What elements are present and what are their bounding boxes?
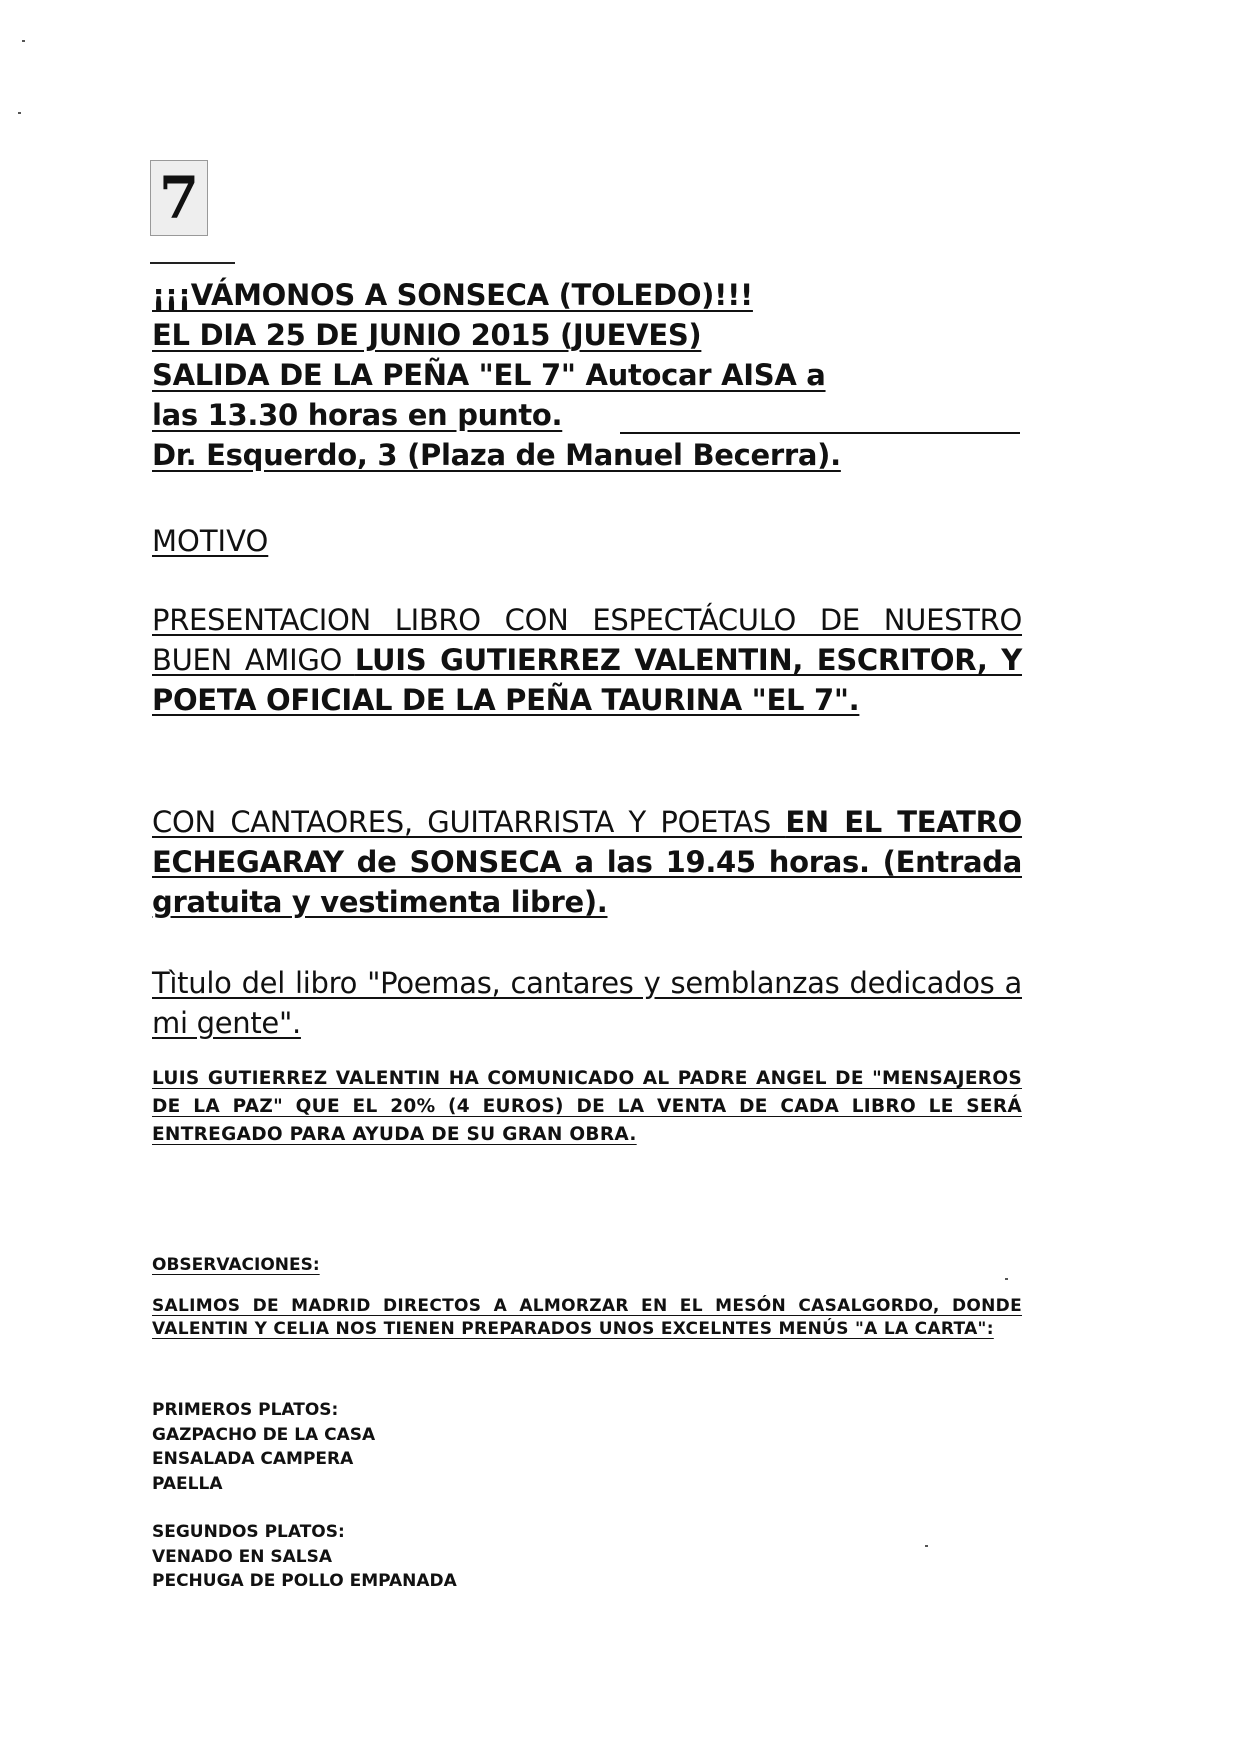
book-title-paragraph: Tìtulo del libro "Poemas, cantares y semblanzas dedicados a mi gente".: [152, 966, 1022, 1040]
menu-item: ENSALADA CAMPERA: [152, 1449, 354, 1469]
logo-divider: [150, 262, 235, 264]
menu-item: PAELLA: [152, 1473, 223, 1494]
logo-glyph: 7: [158, 164, 200, 232]
header-line-4-rule: [620, 432, 1020, 434]
observaciones-label: OBSERVACIONES:: [152, 1255, 320, 1275]
cantaores-normal: CON CANTAORES, GUITARRISTA Y POETAS: [152, 805, 786, 839]
observaciones-paragraph: SALIMOS DE MADRID DIRECTOS A ALMORZAR EN EL MESÓN CASALGORDO, DONDE VALENTIN Y CELIA NOS TIENEN PREPARADOS UNOS EXCELNTES MENÚS "A LA CARTA":: [152, 1296, 1022, 1339]
donation-paragraph: LUIS GUTIERREZ VALENTIN HA COMUNICADO AL PADRE ANGEL DE "MENSAJEROS DE LA PAZ" QUE EL 20% (4 EUROS) DE LA VENTA DE CADA LIBRO LE SERÁ ENTREGADO PARA AYUDA DE SU GRAN OBRA.: [152, 1068, 1022, 1145]
presentation-paragraph: [152, 600, 1022, 720]
pena-el-7-logo-icon: [150, 160, 208, 236]
header-line-5: Dr. Esquerdo, 3 (Plaza de Manuel Becerra).: [152, 438, 841, 472]
header-line-2: EL DIA 25 DE JUNIO 2015 (JUEVES): [152, 318, 702, 352]
menu-item: GAZPACHO DE LA CASA: [152, 1424, 376, 1445]
cantaores-paragraph: [152, 802, 1022, 922]
menu-item: PECHUGA DE POLLO EMPANADA: [152, 1571, 457, 1591]
motivo-label: MOTIVO: [152, 524, 269, 558]
scan-speck: [22, 40, 25, 42]
presentation-bold: LUIS GUTIERREZ VALENTIN, ESCRITOR, Y POETA OFICIAL DE LA PEÑA TAURINA "EL 7".: [152, 643, 1022, 717]
header-line-4: las 13.30 horas en punto.: [152, 398, 563, 432]
presentation-normal: PRESENTACION LIBRO CON ESPECTÁCULO DE NUESTRO BUEN AMIGO: [152, 603, 1022, 677]
scan-speck: [1005, 1278, 1008, 1280]
scan-speck: [925, 1545, 928, 1547]
header-line-1: ¡¡¡VÁMONOS A SONSECA (TOLEDO)!!!: [152, 278, 753, 312]
primeros-platos-list: [152, 1398, 375, 1496]
menu-item: VENADO EN SALSA: [152, 1546, 333, 1567]
cantaores-bold: EN EL TEATRO ECHEGARAY de SONSECA a las 19.45 horas. (Entrada gratuita y vestimenta libre).: [152, 805, 1023, 919]
segundos-platos-label: SEGUNDOS PLATOS:: [152, 1522, 345, 1542]
primeros-platos-label: PRIMEROS PLATOS:: [152, 1400, 339, 1420]
segundos-platos-list: [152, 1520, 457, 1594]
header-line-3: SALIDA DE LA PEÑA "EL 7" Autocar AISA a: [152, 358, 826, 392]
scan-speck: [18, 112, 21, 114]
